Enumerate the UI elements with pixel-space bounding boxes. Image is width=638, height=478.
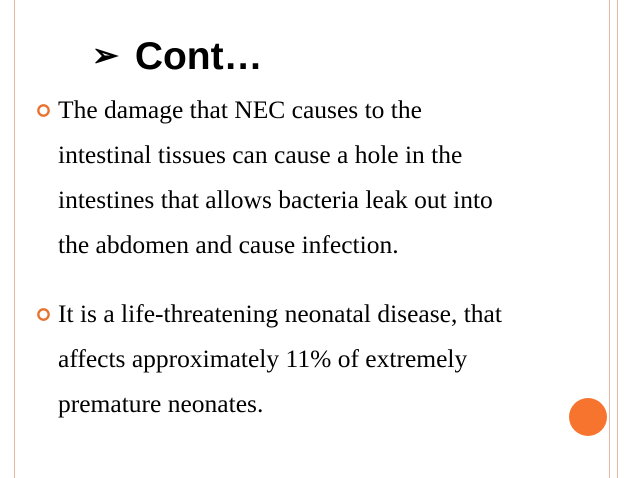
hollow-circle-bullet-icon <box>36 291 58 336</box>
bullet-line <box>36 336 502 381</box>
slide-title-text: Cont… <box>134 35 263 78</box>
bullet-text: The damage that NEC causes to the <box>58 95 422 124</box>
bullet-text: premature neonates. <box>58 389 264 418</box>
bullet-line <box>36 291 502 336</box>
hollow-circle-bullet-icon <box>36 87 58 132</box>
slide-title <box>92 30 263 82</box>
bullet-text: intestines that allows bacteria leak out into <box>58 185 493 214</box>
decorative-orange-circle <box>569 398 607 436</box>
arrow-bullet-icon: ➢ <box>92 37 119 73</box>
bullet-text: affects approximately 11% of extremely <box>58 344 468 373</box>
bullet-line <box>36 132 493 177</box>
bullet-text: intestinal tissues can cause a hole in the <box>58 140 463 169</box>
bullet-line <box>36 177 493 222</box>
bullet-line <box>36 381 502 426</box>
bullet-text: It is a life-threatening neonatal disease, that <box>58 299 502 328</box>
bullet-item-1 <box>36 87 493 267</box>
bullet-item-2 <box>36 291 502 426</box>
bullet-text: the abdomen and cause infection. <box>58 230 399 259</box>
bullet-line <box>36 222 493 267</box>
bullet-line <box>36 87 493 132</box>
slide-frame-outer-line <box>617 0 618 478</box>
